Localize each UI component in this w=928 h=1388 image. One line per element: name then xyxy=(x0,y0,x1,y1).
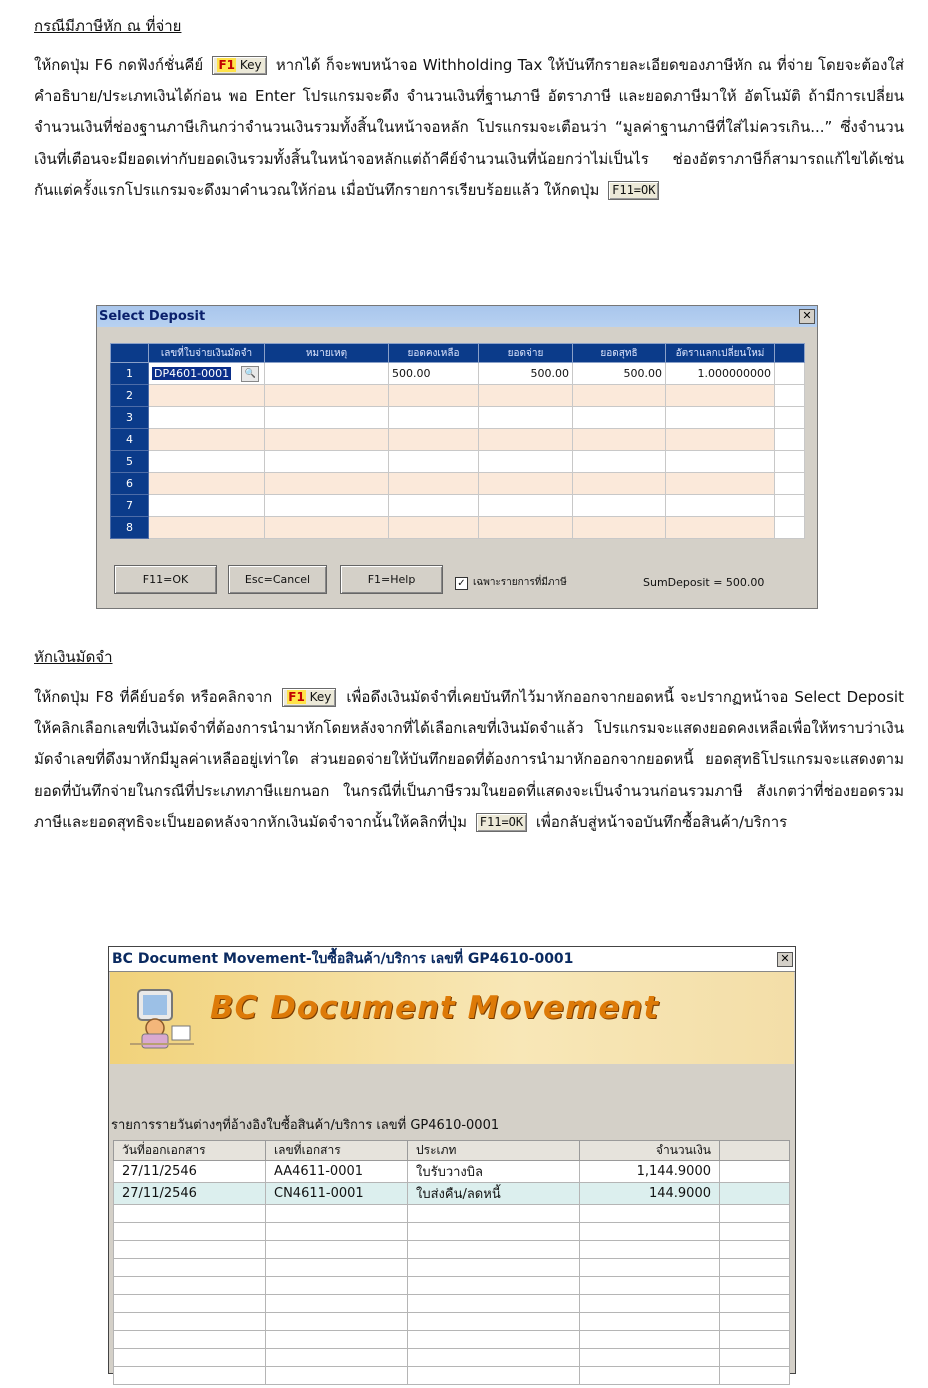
col-header[interactable]: จำนวนเงิน xyxy=(580,1141,720,1161)
document-movement-logo xyxy=(128,982,198,1052)
net-cell[interactable] xyxy=(573,451,666,473)
row-number: 4 xyxy=(111,429,149,451)
date-cell[interactable] xyxy=(114,1205,266,1223)
balance-cell[interactable] xyxy=(389,385,479,407)
table-row[interactable] xyxy=(114,1331,790,1349)
checkbox-label: เฉพาะรายการที่มีภาษี xyxy=(473,577,567,588)
doc-number-cell[interactable] xyxy=(266,1331,408,1349)
type-cell[interactable] xyxy=(408,1277,580,1295)
balance-cell[interactable] xyxy=(389,473,479,495)
amount-cell[interactable] xyxy=(580,1295,720,1313)
rate-cell[interactable]: 1.000000000 xyxy=(666,363,775,385)
document-movement-window xyxy=(108,946,796,1374)
f1-label: F1 xyxy=(288,690,305,704)
table-row[interactable] xyxy=(114,1161,790,1183)
doc-number-cell[interactable] xyxy=(266,1349,408,1367)
f11-ok-key: F11=OK xyxy=(476,813,527,832)
remark-cell[interactable] xyxy=(265,429,389,451)
table-row[interactable] xyxy=(111,429,805,451)
amount-cell[interactable] xyxy=(580,1241,720,1259)
date-cell[interactable]: 27/11/2546 xyxy=(114,1183,266,1205)
col-header[interactable]: เลขที่เอกสาร xyxy=(266,1141,408,1161)
rate-cell[interactable] xyxy=(666,385,775,407)
spacer-cell xyxy=(720,1259,790,1277)
remark-cell[interactable] xyxy=(265,363,389,385)
spacer-cell xyxy=(720,1349,790,1367)
col-header[interactable]: ประเภท xyxy=(408,1141,580,1161)
withholding-paragraph xyxy=(34,50,904,206)
doc-number-cell[interactable] xyxy=(266,1295,408,1313)
window-title: BC Document Movement-ใบซื้อสินค้า/บริการ เลขที่ GP4610-0001 xyxy=(109,947,795,972)
table-row[interactable] xyxy=(111,451,805,473)
date-cell[interactable] xyxy=(114,1223,266,1241)
spacer-cell xyxy=(720,1161,790,1183)
dialog-title: Select Deposit xyxy=(97,306,817,327)
banner xyxy=(110,972,794,1064)
table-row[interactable] xyxy=(114,1349,790,1367)
doc-number-cell[interactable] xyxy=(266,1259,408,1277)
col-header[interactable]: เลขที่ใบจ่ายเงินมัดจำ xyxy=(149,344,265,363)
f1-label: F1 xyxy=(218,58,236,72)
type-cell[interactable] xyxy=(408,1313,580,1331)
spacer-cell xyxy=(720,1183,790,1205)
date-cell[interactable]: 27/11/2546 xyxy=(114,1161,266,1183)
para2-text-a: ให้กดปุ่ม F8 ที่คีย์บอร์ด หรือคลิกจาก xyxy=(34,688,273,706)
rate-cell[interactable] xyxy=(666,429,775,451)
remark-cell[interactable] xyxy=(265,385,389,407)
table-row[interactable] xyxy=(114,1295,790,1313)
lookup-icon[interactable]: 🔍 xyxy=(241,366,259,382)
balance-cell[interactable]: 500.00 xyxy=(389,363,479,385)
amount-cell[interactable] xyxy=(580,1205,720,1223)
remark-cell[interactable] xyxy=(265,495,389,517)
col-header[interactable]: หมายเหตุ xyxy=(265,344,389,363)
section-heading-deposit: หักเงินมัดจำ xyxy=(34,648,113,666)
balance-cell[interactable] xyxy=(389,517,479,539)
select-deposit-dialog xyxy=(96,305,818,609)
type-cell[interactable] xyxy=(408,1241,580,1259)
spacer-cell xyxy=(775,451,805,473)
balance-cell[interactable] xyxy=(389,407,479,429)
col-header[interactable]: ยอดคงเหลือ xyxy=(389,344,479,363)
type-cell[interactable] xyxy=(408,1349,580,1367)
date-cell[interactable] xyxy=(114,1259,266,1277)
doc-cell[interactable] xyxy=(149,429,265,451)
doc-number[interactable]: DP4601-0001 xyxy=(154,366,230,380)
close-icon[interactable]: ✕ xyxy=(777,952,793,967)
type-cell[interactable]: ใบส่งคืน/ลดหนี้ xyxy=(408,1183,580,1205)
type-cell[interactable] xyxy=(408,1223,580,1241)
table-row[interactable] xyxy=(111,495,805,517)
type-cell[interactable] xyxy=(408,1205,580,1223)
spacer-cell xyxy=(720,1241,790,1259)
spacer-cell xyxy=(775,363,805,385)
spacer-cell xyxy=(720,1367,790,1385)
row-number: 7 xyxy=(111,495,149,517)
pay-cell[interactable]: 500.00 xyxy=(479,363,573,385)
key-label: Key xyxy=(239,58,262,72)
remark-cell[interactable] xyxy=(265,517,389,539)
grid-header-row xyxy=(111,344,805,363)
spacer-cell xyxy=(775,495,805,517)
deposit-grid xyxy=(110,343,805,539)
amount-cell[interactable] xyxy=(580,1259,720,1277)
doc-number-cell[interactable] xyxy=(266,1367,408,1385)
doc-cell[interactable] xyxy=(149,473,265,495)
net-cell[interactable] xyxy=(573,385,666,407)
balance-cell[interactable] xyxy=(389,429,479,451)
net-cell[interactable] xyxy=(573,473,666,495)
type-cell[interactable] xyxy=(408,1259,580,1277)
para1-text-a: ให้กดปุ่ม F6 กดฟังก์ชั่นคีย์ xyxy=(34,56,204,74)
table-row[interactable] xyxy=(114,1367,790,1385)
spacer-cell xyxy=(720,1205,790,1223)
key-label: Key xyxy=(309,690,332,704)
type-cell[interactable] xyxy=(408,1367,580,1385)
date-cell[interactable] xyxy=(114,1331,266,1349)
cancel-button[interactable]: Esc=Cancel xyxy=(228,565,327,594)
spacer-cell xyxy=(775,429,805,451)
doc-cell[interactable] xyxy=(149,495,265,517)
date-cell[interactable] xyxy=(114,1241,266,1259)
rate-cell[interactable] xyxy=(666,407,775,429)
close-icon[interactable]: ✕ xyxy=(799,309,815,324)
table-row[interactable] xyxy=(114,1223,790,1241)
pay-cell[interactable] xyxy=(479,495,573,517)
para2-text-c: เพื่อกลับสู่หน้าจอบันทึกซื้อสินค้า/บริการ xyxy=(535,812,788,831)
type-cell[interactable] xyxy=(408,1331,580,1349)
table-row[interactable] xyxy=(111,363,805,385)
row-number: 3 xyxy=(111,407,149,429)
pay-cell[interactable] xyxy=(479,473,573,495)
pay-cell[interactable] xyxy=(479,407,573,429)
table-row[interactable] xyxy=(114,1259,790,1277)
row-number: 6 xyxy=(111,473,149,495)
para2-text-b: เพื่อดึงเงินมัดจำที่เคยบันทึกไว้มาหักออกจากยอดหนี้ จะปรากฏหน้าจอ Select Deposit ให้คลิกเลือกเลขที่เงินมัดจำที่ต้องการนำมาหักโดยหลังจากที่ได้เลือกเลขที่เงินมัดจำแล้ว โปรแกรมจะแสดงยอดคงเหลือเพื่อให้ทราบว่าเงินมัดจำเลขที่ดึงมาหักมีมูลค่าเหลืออยู่เท่าใด ส่วนยอดจ่ายให้บันทึกยอดที่ต้องการนำมาหักออกจากยอดหนี้ ยอดสุทธิโปรแกรมจะแสดงตามยอดที่บันทึกจ่ายในกรณีที่ประเภทภาษีแยกนอก ในกรณีที่เป็นภาษีรวมในยอดที่แสดงจะเป็นจำนวนก่อนรวมภาษี สังเกตว่าที่ช่องยอดรวมภาษีและยอดสุทธิจะเป็นยอดหลังจากหักเงินมัดจำจากนั้นให้คลิกที่ปุ่ม xyxy=(34,688,904,831)
pay-cell[interactable] xyxy=(479,451,573,473)
movement-grid xyxy=(113,1140,790,1385)
taxed-only-checkbox[interactable]: ✓ xyxy=(455,577,468,590)
date-cell[interactable] xyxy=(114,1295,266,1313)
spacer-cell xyxy=(775,385,805,407)
pay-cell[interactable] xyxy=(479,385,573,407)
col-header[interactable]: วันที่ออกเอกสาร xyxy=(114,1141,266,1161)
remark-cell[interactable] xyxy=(265,407,389,429)
date-cell[interactable] xyxy=(114,1313,266,1331)
grid-header-row xyxy=(114,1141,790,1161)
rate-cell[interactable] xyxy=(666,517,775,539)
doc-number-cell[interactable] xyxy=(266,1313,408,1331)
table-row[interactable] xyxy=(114,1277,790,1295)
amount-cell[interactable] xyxy=(580,1277,720,1295)
spacer-cell xyxy=(720,1223,790,1241)
section-heading-withholding: กรณีมีภาษีหัก ณ ที่จ่าย xyxy=(34,17,182,35)
row-number: 1 xyxy=(111,363,149,385)
date-cell[interactable] xyxy=(114,1277,266,1295)
doc-number-cell[interactable]: AA4611-0001 xyxy=(266,1161,408,1183)
type-cell[interactable]: ใบรับวางบิล xyxy=(408,1161,580,1183)
doc-number-cell[interactable]: CN4611-0001 xyxy=(266,1183,408,1205)
spacer-cell xyxy=(720,1295,790,1313)
net-cell[interactable] xyxy=(573,495,666,517)
spacer-cell xyxy=(720,1277,790,1295)
reference-subtitle: รายการรายวันต่างๆที่อ้างอิงใบซื้อสินค้า/บริการ เลขที่ GP4610-0001 xyxy=(111,1118,500,1133)
col-header xyxy=(111,344,149,363)
doc-number-cell[interactable] xyxy=(266,1223,408,1241)
col-header-spacer xyxy=(720,1141,790,1161)
f1-key-button xyxy=(282,688,336,707)
amount-cell[interactable] xyxy=(580,1313,720,1331)
table-row[interactable] xyxy=(114,1241,790,1259)
rate-cell[interactable] xyxy=(666,495,775,517)
table-row[interactable] xyxy=(111,407,805,429)
net-cell[interactable] xyxy=(573,429,666,451)
table-row[interactable] xyxy=(114,1183,790,1205)
net-cell[interactable] xyxy=(573,407,666,429)
remark-cell[interactable] xyxy=(265,473,389,495)
col-header[interactable]: ยอดจ่าย xyxy=(479,344,573,363)
table-row[interactable] xyxy=(114,1205,790,1223)
banner-title: BC Document Movement xyxy=(210,990,660,1026)
amount-cell[interactable] xyxy=(580,1331,720,1349)
net-cell[interactable]: 500.00 xyxy=(573,363,666,385)
amount-cell[interactable]: 1,144.9000 xyxy=(580,1161,720,1183)
row-number: 8 xyxy=(111,517,149,539)
f11-ok-key: F11=OK xyxy=(608,181,659,200)
spacer-cell xyxy=(775,473,805,495)
doc-cell[interactable] xyxy=(149,363,265,385)
spacer-cell xyxy=(775,407,805,429)
date-cell[interactable] xyxy=(114,1349,266,1367)
ok-button[interactable]: F11=OK xyxy=(114,565,217,594)
spacer-cell xyxy=(720,1313,790,1331)
doc-cell[interactable] xyxy=(149,517,265,539)
doc-number-cell[interactable] xyxy=(266,1241,408,1259)
row-number: 2 xyxy=(111,385,149,407)
table-row[interactable] xyxy=(111,517,805,539)
balance-cell[interactable] xyxy=(389,451,479,473)
table-row[interactable] xyxy=(111,385,805,407)
para1-text-b: หากได้ ก็จะพบหน้าจอ Withholding Tax ให้บันทึกรายละเอียดของภาษีหัก ณ ที่จ่าย โดยจะต้องใส่คำอธิบาย/ประเภทเงินได้ก่อน พอ Enter โปรแกรมจะดึง จำนวนเงินที่ฐานภาษี อัตราภาษี และยอดภาษีมาให้ อัตโนมัติ ถ้ามีการเปลี่ยนจำนวนเงินที่ช่องฐานภาษีเกินกว่าจำนวนเงินรวมทั้งสิ้นในหน้าจอหลัก โปรแกรมจะเตือนว่า “มูลค่าฐานภาษีที่ใส่ไม่ควรเกิน...” ซึ่งจำนวนเงินที่เตือนจะมียอดเท่ากับยอดเงินรวมทั้งสิ้นในหน้าจอหลักแต่ถ้าคีย์จำนวนเงินที่น้อยกว่าไม่เป็นไร ช่องอัตราภาษีก็สามารถแก้ไขได้เช่นกันแต่ครั้งแรกโปรแกรมจะดึงมาคำนวณให้ก่อน เมื่อบันทึกรายการเรียบร้อยแล้ว ให้กดปุ่ม xyxy=(34,56,904,199)
table-row[interactable] xyxy=(114,1313,790,1331)
doc-cell[interactable] xyxy=(149,385,265,407)
col-header[interactable]: อัตราแลกเปลี่ยนใหม่ xyxy=(666,344,775,363)
doc-cell[interactable] xyxy=(149,451,265,473)
sum-deposit: SumDeposit = 500.00 xyxy=(643,576,765,589)
remark-cell[interactable] xyxy=(265,451,389,473)
pay-cell[interactable] xyxy=(479,517,573,539)
amount-cell[interactable] xyxy=(580,1223,720,1241)
deposit-paragraph xyxy=(34,682,904,838)
rate-cell[interactable] xyxy=(666,451,775,473)
row-number: 5 xyxy=(111,451,149,473)
balance-cell[interactable] xyxy=(389,495,479,517)
doc-number-cell[interactable] xyxy=(266,1277,408,1295)
spacer-cell xyxy=(720,1331,790,1349)
pay-cell[interactable] xyxy=(479,429,573,451)
doc-cell[interactable] xyxy=(149,407,265,429)
net-cell[interactable] xyxy=(573,517,666,539)
spacer-cell xyxy=(775,517,805,539)
f1-key-button xyxy=(212,56,266,75)
date-cell[interactable] xyxy=(114,1367,266,1385)
amount-cell[interactable]: 144.9000 xyxy=(580,1183,720,1205)
type-cell[interactable] xyxy=(408,1295,580,1313)
col-header-spacer xyxy=(775,344,805,363)
col-header[interactable]: ยอดสุทธิ xyxy=(573,344,666,363)
amount-cell[interactable] xyxy=(580,1349,720,1367)
table-row[interactable] xyxy=(111,473,805,495)
amount-cell[interactable] xyxy=(580,1367,720,1385)
help-button[interactable]: F1=Help xyxy=(340,565,443,594)
rate-cell[interactable] xyxy=(666,473,775,495)
doc-number-cell[interactable] xyxy=(266,1205,408,1223)
